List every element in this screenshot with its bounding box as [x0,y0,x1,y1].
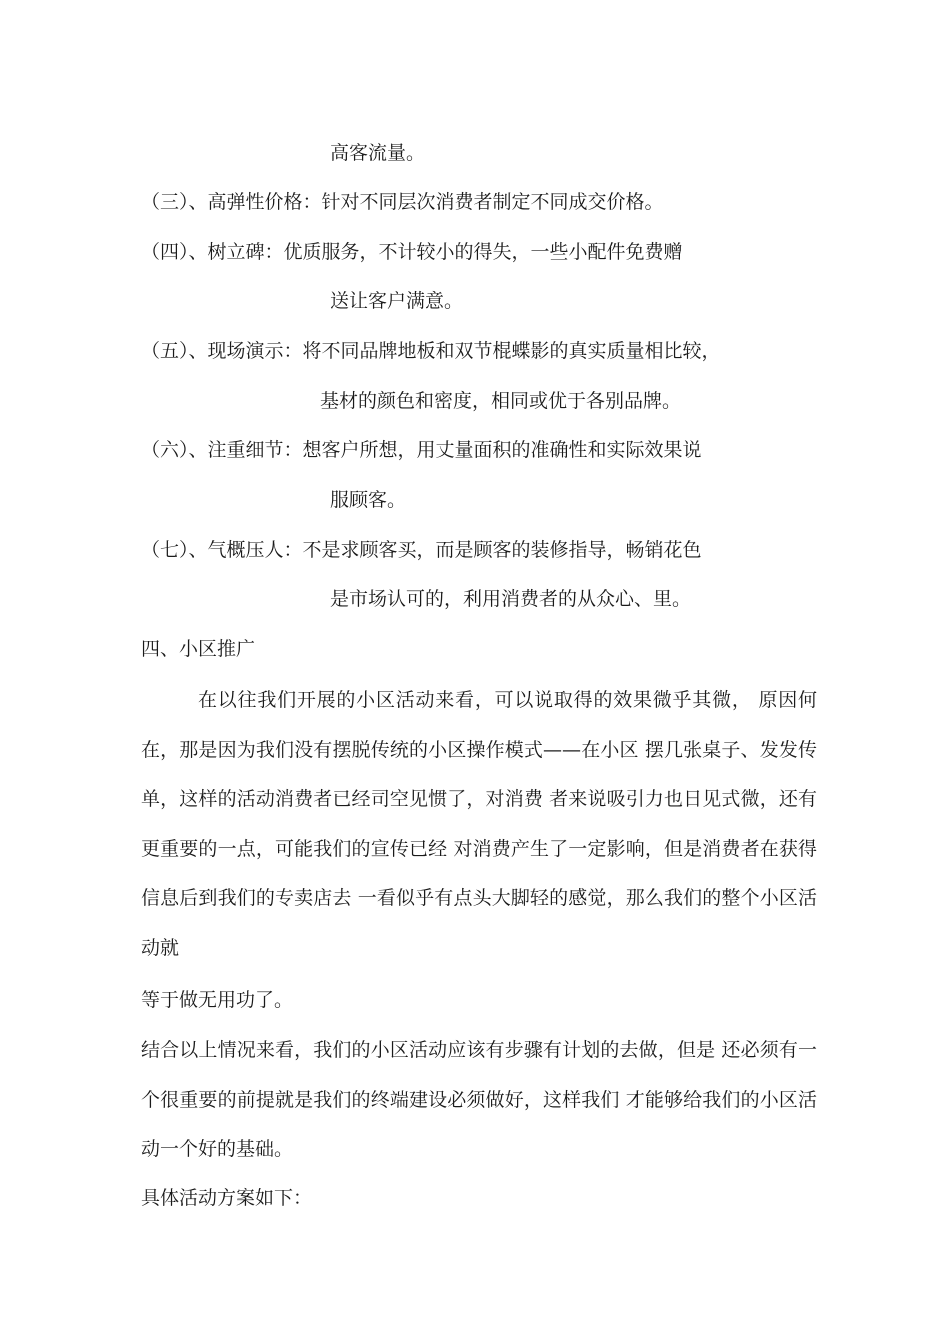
text-line: 基材的颜色和密度，相同或优于各别品牌。 [320,390,682,412]
text-line: 高客流量。 [330,142,426,164]
list-item-7: （七）、气概压人：不是求顾客买，而是顾客的装修指导，畅销花色 [141,539,702,561]
list-item-3: （三）、高弹性价格：针对不同层次消费者制定不同成交价格。 [141,191,664,213]
body-paragraph: 在以往我们开展的小区活动来看，可以说取得的效果微乎其微， 原因何在，那是因为我们没有摆脱传统的小区操作模式——在小区 摆几张桌子、发发传单，这样的活动消费者已经司空见惯了，对消费 者来说吸引力也日见式微，还有更重要的一点，可能我们的宣传已经 对消费产生了一定影响，但是消费者在获得信息后到我们的专卖店去 一看似乎有点头大脚轻的感觉，那么我们的整个小区活动就 [141,689,817,959]
body-paragraph: 结合以上情况来看，我们的小区活动应该有步骤有计划的去做，但是 还必须有一个很重要的前提就是我们的终端建设必须做好，这样我们 才能够给我们的小区活动一个好的基础。 [141,1039,817,1161]
list-item-5: （五）、现场演示：将不同品牌地板和双节棍蝶影的真实质量相比较， [141,340,721,362]
list-item-4: （四）、树立碑：优质服务，不计较小的得失，一些小配件免费赠 [141,241,683,263]
text-line: 是市场认可的，利用消费者的从众心、里。 [330,588,692,610]
text-line: 具体活动方案如下： [141,1187,313,1209]
text-line: 送让客户满意。 [330,290,464,312]
text-line: 等于做无用功了。 [141,989,294,1011]
list-item-6: （六）、注重细节：想客户所想，用丈量面积的准确性和实际效果说 [141,439,702,461]
section-heading: 四、小区推广 [141,638,256,660]
text-line: 服顾客。 [330,489,407,511]
